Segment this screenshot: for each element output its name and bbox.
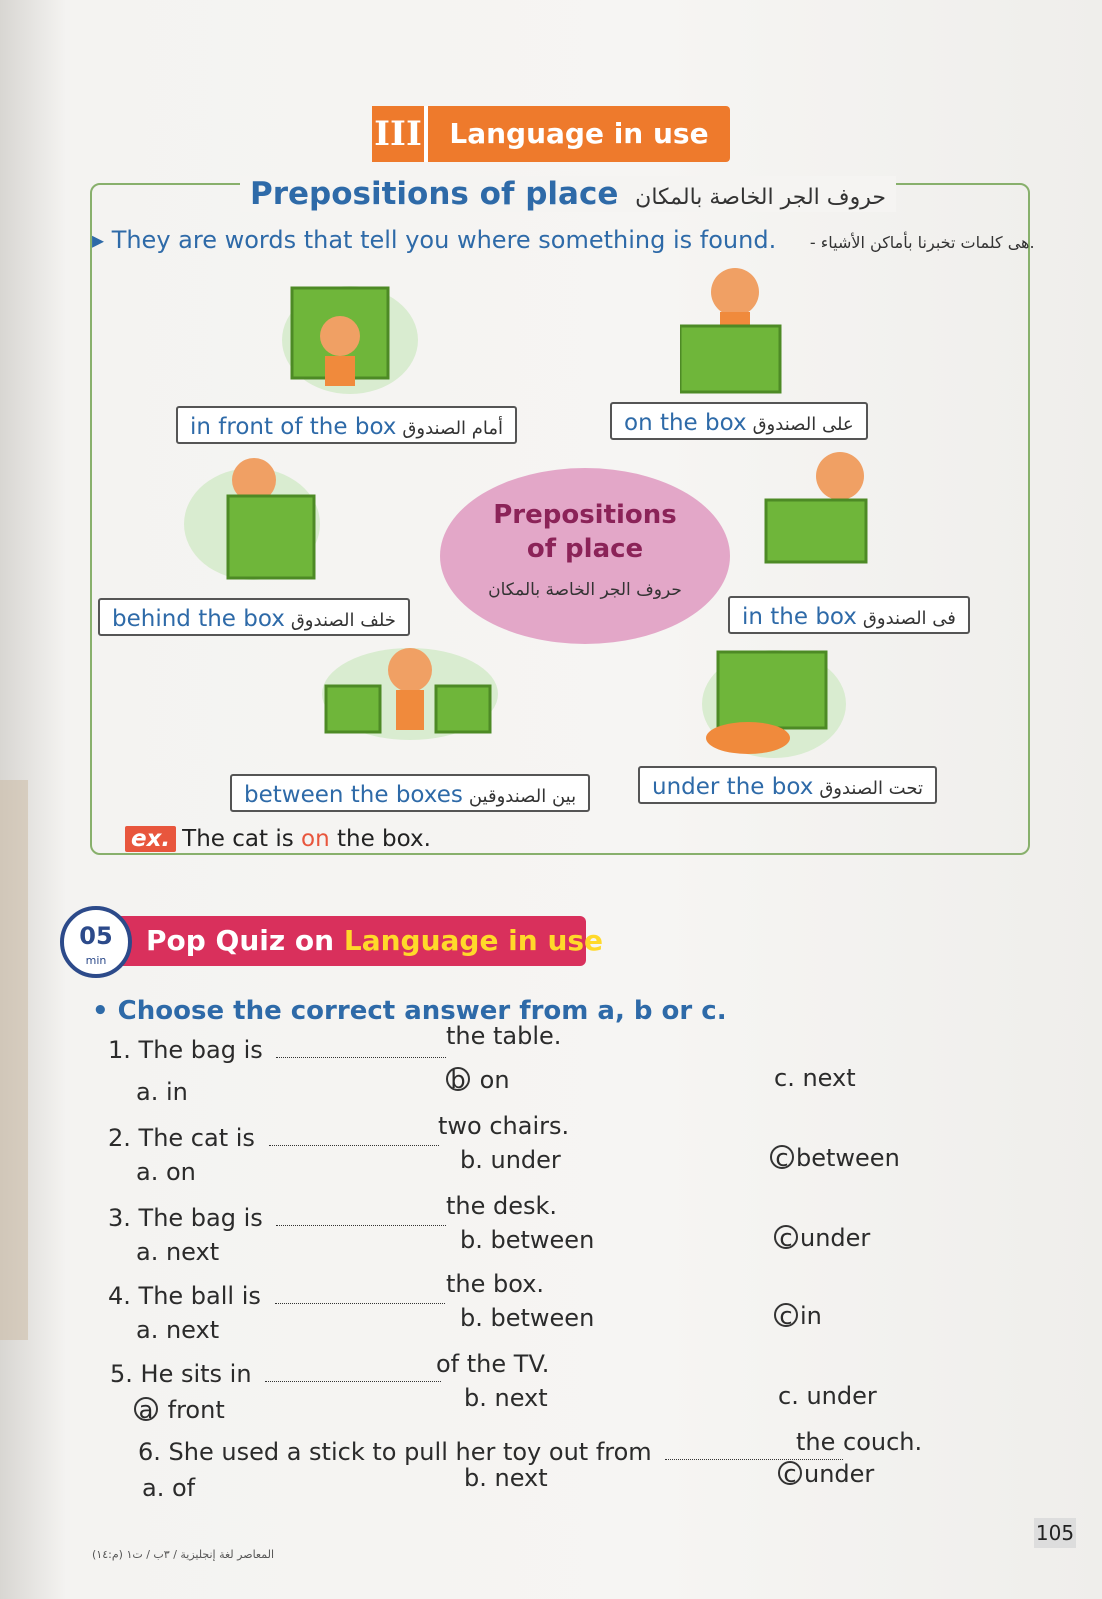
question-4-rest: the box. [446,1270,545,1298]
example-before: The cat is [182,826,302,852]
label-in-front [176,406,517,444]
q3-option-c[interactable] [774,1224,870,1252]
option-text: between [796,1144,900,1172]
label-behind-ar: خلف الصندوق [290,610,396,631]
page-edge [0,780,28,1340]
definition [92,226,1035,254]
q3-option-b[interactable]: b. between [460,1226,595,1254]
title-ar: حروف الجر الخاصة بالمكان [635,185,886,210]
question-2-rest: two chairs. [438,1112,570,1140]
definition-arabic: - هى كلمات تخبرنا بأماكن الأشياء. [809,233,1035,252]
label-on-ar: على الصندوق [752,414,854,435]
q2-option-c[interactable] [770,1144,900,1172]
option-text: under [800,1224,871,1252]
label-between-ar: بين الصندوقين [468,786,577,807]
q5-option-a[interactable] [134,1396,225,1424]
q1-option-b[interactable] [446,1066,510,1094]
question-stem: 2. The cat is [108,1124,255,1152]
answer-blank [276,1057,446,1058]
example-tag: ex. [125,826,176,852]
label-under [638,766,937,804]
label-in [728,596,970,634]
question-5 [110,1360,447,1388]
q3-option-a[interactable]: a. next [136,1238,220,1266]
question-6 [138,1438,849,1466]
label-on [610,402,868,440]
option-text: in [800,1302,822,1330]
quiz-title-b: Language in use [343,924,604,957]
q1-option-a[interactable]: a. in [136,1078,188,1106]
timer-value: 05 [79,922,113,950]
label-in-front-ar: أمام الصندوق [402,418,504,439]
q6-option-c[interactable] [778,1460,874,1488]
answer-blank [269,1145,439,1146]
label-between-en: between the boxes [244,782,463,808]
section-number: III [372,106,429,162]
page-title [240,176,896,212]
page-number: 105 [1034,1518,1076,1548]
center-line1: Prepositions [493,500,677,530]
option-text: front [167,1396,225,1424]
circle-mark: b [446,1067,470,1091]
circle-mark: a [134,1397,158,1421]
definition-text: They are words that tell you where something is found. [111,226,777,254]
question-2 [108,1124,445,1152]
question-stem: 3. The bag is [108,1204,263,1232]
question-6-rest: the couch. [796,1428,923,1456]
center-title [440,498,730,566]
question-stem: 6. She used a stick to pull her toy out from [138,1438,652,1466]
label-in-ar: فى الصندوق [862,608,956,629]
cat-in-front-illustration [280,276,420,396]
example [125,826,431,852]
question-3 [108,1204,452,1232]
circle-mark: c [770,1145,794,1169]
answer-blank [265,1381,441,1382]
circle-mark: c [778,1461,802,1485]
question-1-rest: the table. [446,1022,562,1050]
section-title: Language in use [428,106,730,162]
label-under-en: under the box [652,774,814,800]
q2-option-b[interactable]: b. under [460,1146,561,1174]
center-arabic: حروف الجر الخاصة بالمكان [488,580,682,600]
cat-in-box-illustration [760,448,900,568]
q6-option-a[interactable]: a. of [142,1474,196,1502]
quiz-instruction: • Choose the correct answer from a, b or c. [92,996,727,1026]
footer-text: المعاصر لغة إنجليزية / ٣ب / ت١ (م:١٤) [92,1548,274,1561]
quiz-title [146,921,603,961]
timer-unit: min [85,954,107,967]
cat-between-illustration [320,640,500,740]
option-text: on [479,1066,510,1094]
circle-mark: c [774,1303,798,1327]
timer-icon [60,906,132,978]
q4-option-a[interactable]: a. next [136,1316,220,1344]
question-4 [108,1282,451,1310]
center-line2: of place [526,534,644,564]
question-stem: 4. The ball is [108,1282,261,1310]
q2-option-a[interactable]: a. on [136,1158,196,1186]
cat-under-illustration [700,646,850,760]
answer-blank [275,1303,445,1304]
label-between [230,774,590,812]
label-in-front-en: in front of the box [190,414,397,440]
example-on: on [301,826,330,852]
q5-option-c[interactable]: c. under [778,1382,877,1410]
title-en: Prepositions of place [250,176,619,212]
q6-option-b[interactable]: b. next [464,1464,548,1492]
center-oval [440,468,730,644]
label-under-ar: تحت الصندوق [819,778,923,799]
label-in-en: in the box [742,604,857,630]
label-on-en: on the box [624,410,747,436]
question-5-rest: of the TV. [436,1350,550,1378]
cat-on-box-illustration [680,262,800,394]
question-stem: 5. He sits in [110,1360,252,1388]
q4-option-c[interactable] [774,1302,822,1330]
option-text: under [804,1460,875,1488]
example-after: the box. [329,826,431,852]
cat-behind-illustration [182,456,322,582]
q5-option-b[interactable]: b. next [464,1384,548,1412]
question-stem: 1. The bag is [108,1036,263,1064]
q1-option-c[interactable]: c. next [774,1064,856,1092]
label-behind-en: behind the box [112,606,285,632]
answer-blank [276,1225,446,1226]
arrow-icon: ▸ [92,226,105,254]
quiz-title-a: Pop Quiz on [146,924,344,957]
q4-option-b[interactable]: b. between [460,1304,595,1332]
question-1 [108,1036,452,1064]
label-behind [98,598,410,636]
circle-mark: c [774,1225,798,1249]
question-3-rest: the desk. [446,1192,558,1220]
